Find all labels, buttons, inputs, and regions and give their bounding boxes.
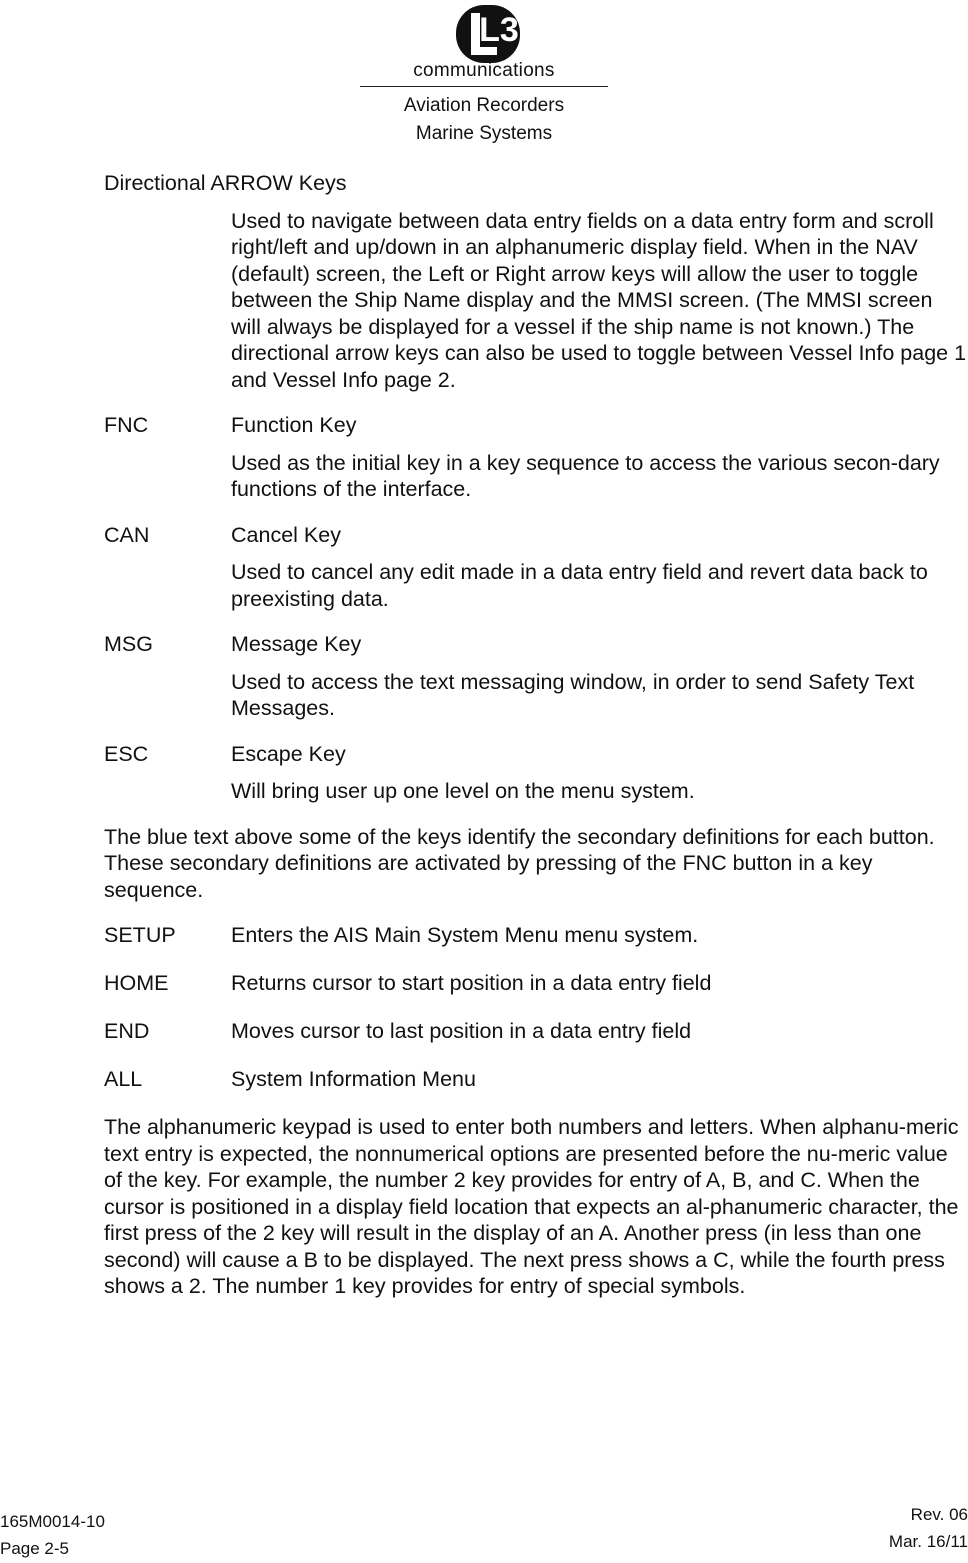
secondary-key-end [104,1018,968,1045]
key-entry-can [104,522,968,613]
svg-text:L3: L3 [479,11,519,49]
key-name: Cancel Key [231,522,341,547]
page-number: Page 2-5 [0,1539,69,1558]
keypad-paragraph: The alphanumeric keypad is used to enter both numbers and letters. When alphanu-meric text entry is expected, the nonnumerical options are presented before the nu-meric value of the key. For example, the number 2 key provides for entry of A, B, and C. When the cursor is positioned in a display field location that expects an al-phanumeric character, the first press of the 2 key will result in the display of an A. Another press (in less than one second) will cause a B to be displayed. The next press shows a C, while the fourth press shows a 2. The number 1 key provides for entry of special symbols. [104,1115,959,1298]
key-label: SETUP [104,923,176,947]
revision-label: Rev. 06 [910,1505,968,1524]
key-description: Used as the initial key in a key sequence to access the various secon-dary functions of the interface. [231,450,940,501]
key-description: Enters the AIS Main System Menu menu system. [231,923,699,947]
key-entry-msg [104,631,968,722]
key-label: END [104,1019,150,1043]
key-label: CAN [104,522,150,547]
arrow-keys-heading: Directional ARROW Keys [104,171,347,195]
l3-logo-icon [453,3,523,65]
key-description: Will bring user up one level on the menu system. [231,779,695,803]
secondary-intro-paragraph: The blue text above some of the keys identify the secondary definitions for each button. These secondary definitions are activated by pressing of the FNC button in a key sequence. [104,824,935,902]
revision-date: Mar. 16/11 [888,1532,968,1551]
arrow-keys-description: Used to navigate between data entry fields on a data entry form and scroll right/left and up/down in an alphanumeric display field. When in the NAV (default) screen, the Left or Right arrow keys will allow the user to toggle between the Ship Name display and the MMSI screen. (The MMSI screen will always be displayed for a vessel if the ship name is not known.) The directional arrow keys can also be used to toggle between Vessel Info page 1 and Vessel Info page 2. [231,208,967,392]
key-description: Returns cursor to start position in a data entry field [231,971,712,995]
secondary-key-setup [104,922,968,949]
key-label: HOME [104,971,169,995]
document-body [104,170,968,1319]
key-description: Used to cancel any edit made in a data entry field and revert data back to preexisting data. [231,560,928,611]
key-entry-fnc [104,412,968,503]
key-label: FNC [104,413,149,437]
key-label: ESC [104,741,149,766]
page-header [0,0,968,150]
brand-name: communications [413,60,555,81]
key-label: ALL [104,1067,143,1091]
key-name: Escape Key [231,741,346,766]
secondary-key-home [104,970,968,997]
header-rule [360,86,608,87]
key-description: System Information Menu [231,1067,476,1091]
key-description: Moves cursor to last position in a data entry field [231,1019,692,1043]
key-description: Used to access the text messaging window, in order to send Safety Text Messages. [231,669,915,720]
key-label: MSG [104,632,153,656]
secondary-key-all [104,1066,968,1093]
division-marine: Marine Systems [415,123,553,144]
document-number: 165M0014-10 [0,1512,105,1531]
key-name: Message Key [231,632,362,656]
division-aviation: Aviation Recorders [403,95,565,116]
key-name: Function Key [231,413,357,437]
key-entry-esc [104,741,968,805]
